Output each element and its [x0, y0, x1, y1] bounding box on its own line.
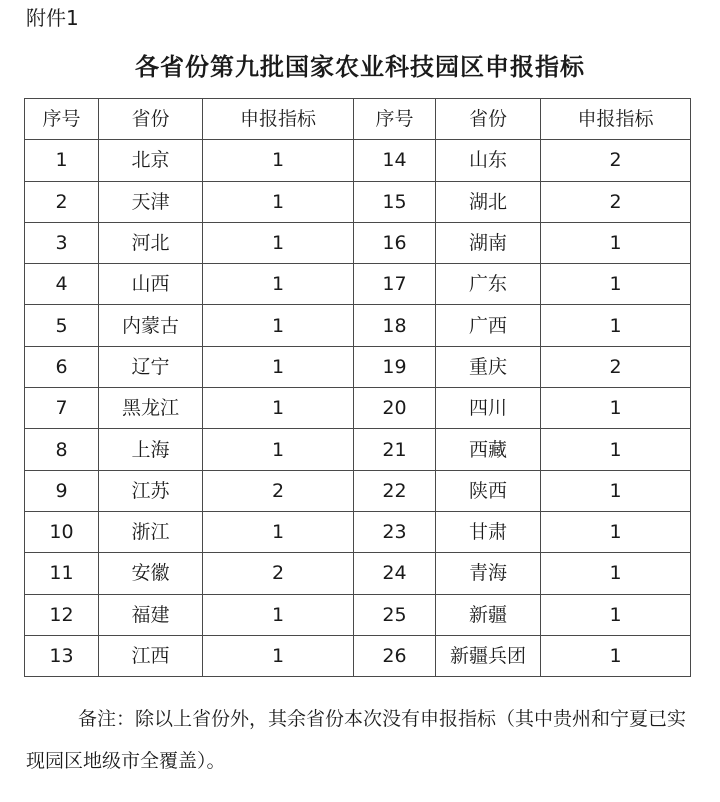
cell-province: 西藏	[436, 429, 541, 470]
table-row	[25, 346, 691, 387]
cell-province: 新疆兵团	[436, 635, 541, 676]
cell-province: 北京	[99, 140, 203, 181]
cell-quota: 1	[541, 264, 691, 305]
cell-province: 四川	[436, 388, 541, 429]
cell-province: 甘肃	[436, 511, 541, 552]
table-row	[25, 140, 691, 181]
cell-quota: 1	[541, 222, 691, 263]
cell-quota: 1	[203, 264, 354, 305]
cell-quota: 1	[541, 511, 691, 552]
table-row	[25, 429, 691, 470]
cell-quota: 1	[203, 140, 354, 181]
cell-no: 13	[25, 635, 99, 676]
header-quota: 申报指标	[203, 99, 354, 140]
cell-province: 浙江	[99, 511, 203, 552]
quota-table-body	[25, 99, 691, 677]
cell-no: 6	[25, 346, 99, 387]
attachment-label: 附件1	[26, 6, 79, 30]
table-row	[25, 470, 691, 511]
cell-quota: 1	[203, 346, 354, 387]
cell-no: 16	[354, 222, 436, 263]
cell-quota: 2	[541, 181, 691, 222]
cell-no: 17	[354, 264, 436, 305]
cell-province: 辽宁	[99, 346, 203, 387]
table-row	[25, 511, 691, 552]
cell-province: 山东	[436, 140, 541, 181]
cell-province: 天津	[99, 181, 203, 222]
cell-no: 11	[25, 553, 99, 594]
cell-no: 1	[25, 140, 99, 181]
cell-no: 25	[354, 594, 436, 635]
table-row	[25, 264, 691, 305]
header-row	[25, 99, 691, 140]
cell-no: 26	[354, 635, 436, 676]
header-province: 省份	[436, 99, 541, 140]
cell-province: 湖北	[436, 181, 541, 222]
cell-quota: 1	[203, 181, 354, 222]
cell-province: 福建	[99, 594, 203, 635]
header-no: 序号	[354, 99, 436, 140]
cell-province: 陕西	[436, 470, 541, 511]
cell-no: 19	[354, 346, 436, 387]
cell-province: 青海	[436, 553, 541, 594]
table-row	[25, 181, 691, 222]
cell-no: 18	[354, 305, 436, 346]
cell-province: 新疆	[436, 594, 541, 635]
cell-no: 5	[25, 305, 99, 346]
document-title: 各省份第九批国家农业科技园区申报指标	[135, 53, 585, 81]
cell-no: 4	[25, 264, 99, 305]
cell-quota: 1	[541, 594, 691, 635]
cell-quota: 2	[541, 140, 691, 181]
cell-no: 9	[25, 470, 99, 511]
table-row	[25, 594, 691, 635]
cell-province: 内蒙古	[99, 305, 203, 346]
cell-province: 重庆	[436, 346, 541, 387]
table-row	[25, 553, 691, 594]
cell-quota: 1	[203, 305, 354, 346]
cell-province: 河北	[99, 222, 203, 263]
cell-quota: 1	[203, 635, 354, 676]
cell-no: 2	[25, 181, 99, 222]
cell-province: 广西	[436, 305, 541, 346]
cell-no: 8	[25, 429, 99, 470]
cell-province: 安徽	[99, 553, 203, 594]
cell-quota: 1	[541, 388, 691, 429]
table-row	[25, 635, 691, 676]
cell-quota: 1	[203, 388, 354, 429]
cell-no: 20	[354, 388, 436, 429]
quota-table	[24, 98, 691, 677]
table-row	[25, 222, 691, 263]
header-province: 省份	[99, 99, 203, 140]
header-quota: 申报指标	[541, 99, 691, 140]
cell-quota: 1	[203, 594, 354, 635]
cell-province: 山西	[99, 264, 203, 305]
cell-no: 12	[25, 594, 99, 635]
cell-quota: 2	[203, 470, 354, 511]
cell-quota: 1	[203, 222, 354, 263]
header-no: 序号	[25, 99, 99, 140]
cell-quota: 1	[203, 429, 354, 470]
cell-no: 21	[354, 429, 436, 470]
cell-province: 江苏	[99, 470, 203, 511]
cell-quota: 2	[541, 346, 691, 387]
cell-quota: 2	[203, 553, 354, 594]
cell-province: 广东	[436, 264, 541, 305]
cell-quota: 1	[541, 470, 691, 511]
cell-quota: 1	[541, 429, 691, 470]
cell-province: 江西	[99, 635, 203, 676]
table-row	[25, 388, 691, 429]
cell-no: 23	[354, 511, 436, 552]
table-row	[25, 305, 691, 346]
cell-province: 上海	[99, 429, 203, 470]
cell-no: 3	[25, 222, 99, 263]
cell-no: 24	[354, 553, 436, 594]
cell-province: 湖南	[436, 222, 541, 263]
cell-no: 14	[354, 140, 436, 181]
cell-quota: 1	[541, 635, 691, 676]
cell-province: 黑龙江	[99, 388, 203, 429]
cell-no: 10	[25, 511, 99, 552]
cell-quota: 1	[203, 511, 354, 552]
cell-quota: 1	[541, 305, 691, 346]
cell-no: 7	[25, 388, 99, 429]
cell-quota: 1	[541, 553, 691, 594]
footnote: 备注：除以上省份外，其余省份本次没有申报指标（其中贵州和宁夏已实现园区地级市全覆盖）。	[26, 708, 687, 772]
cell-no: 15	[354, 181, 436, 222]
cell-no: 22	[354, 470, 436, 511]
